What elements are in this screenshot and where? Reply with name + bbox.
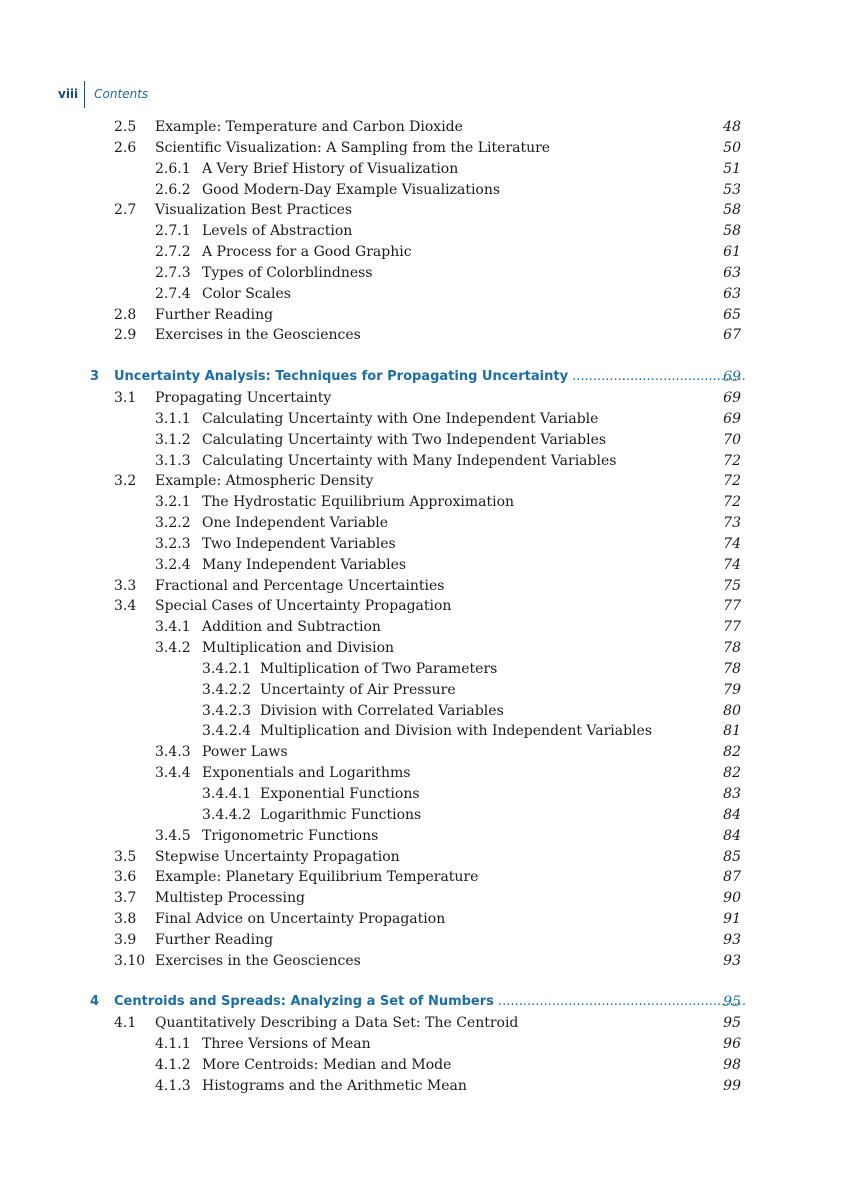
toc-entry-title: Example: Temperature and Carbon Dioxide: [155, 119, 463, 135]
toc-entry-page: 78: [723, 640, 741, 657]
toc-entry-page: 63: [723, 285, 741, 302]
toc-entry-number: 3.4.4.1: [202, 786, 251, 802]
toc-entry-title: Two Independent Variables: [202, 535, 396, 552]
toc-entry-title: Addition and Subtraction: [202, 619, 381, 636]
toc-entry-page: 72: [723, 494, 741, 511]
toc-entry[interactable]: [0, 951, 841, 972]
toc-entry-number: 2.7.1: [155, 223, 191, 240]
toc-entry-title: The Hydrostatic Equilibrium Approximation: [202, 494, 515, 511]
toc-entry[interactable]: [0, 325, 841, 346]
toc-entry-number: 3.2.1: [155, 494, 191, 511]
toc-entry-number: 3.9: [114, 931, 137, 948]
toc-entry-title: Uncertainty of Air Pressure: [260, 681, 456, 698]
toc-entry-page: 73: [723, 515, 741, 532]
toc-entry[interactable]: [0, 596, 841, 617]
toc-entry[interactable]: [0, 638, 841, 659]
toc-entry-number: 2.7.3: [155, 264, 191, 281]
toc-entry-number: 3.2.2: [155, 515, 191, 532]
toc-entry[interactable]: [0, 242, 841, 263]
toc-entry[interactable]: [0, 659, 841, 680]
toc-entry-title: Special Cases of Uncertainty Propagation: [155, 598, 452, 615]
toc-entry-page: 85: [723, 848, 741, 865]
toc-entry-number: 3: [90, 369, 100, 385]
toc-entry-page: 80: [723, 702, 741, 719]
toc-entry-title: Example: Planetary Equilibrium Temperature: [155, 869, 479, 886]
toc-entry-number: 3.4.4: [155, 765, 191, 782]
toc-entry[interactable]: [0, 159, 841, 180]
toc-entry-title: Division with Correlated Variables: [260, 702, 504, 719]
toc-entry-title: Three Versions of Mean: [202, 1036, 371, 1053]
toc-entry-page: 72: [723, 452, 741, 469]
toc-entry-number: 2.7: [114, 202, 137, 219]
toc-entry-number: 3.1: [114, 389, 137, 406]
toc-entry-title: Good Modern-Day Example Visualizations: [202, 181, 501, 198]
toc-entry-page: 82: [723, 765, 741, 782]
toc-entry-page: 69: [723, 389, 741, 406]
toc-entry[interactable]: [0, 784, 841, 805]
toc-entry[interactable]: [0, 388, 841, 409]
toc-entry-page: 72: [723, 473, 741, 490]
toc-entry-title: Propagating Uncertainty: [155, 389, 332, 406]
toc-entry-title: Multiplication and Division: [202, 640, 395, 657]
section-gap: [0, 346, 841, 367]
toc-entry-page: 96: [723, 1036, 741, 1053]
toc-entry-number: 3.7: [114, 890, 137, 907]
toc-entry[interactable]: [0, 909, 841, 930]
toc-entry-title: A Very Brief History of Visualization: [202, 160, 459, 177]
toc-entry[interactable]: [0, 305, 841, 326]
toc-entry-page: 83: [723, 786, 741, 802]
toc-entry[interactable]: [0, 555, 841, 576]
toc-entry[interactable]: [0, 221, 841, 242]
toc-entry-title: A Process for a Good Graphic: [202, 244, 412, 261]
toc-entry-number: 3.2.3: [155, 535, 191, 552]
toc-entry[interactable]: [0, 721, 841, 742]
toc-entry-number: 3.2: [114, 473, 137, 490]
toc-entry[interactable]: [0, 763, 841, 784]
running-head: [58, 80, 148, 108]
toc-entry-title: Levels of Abstraction: [202, 223, 353, 240]
toc-entry[interactable]: [0, 888, 841, 909]
toc-entry-number: 3.10: [114, 952, 146, 969]
toc-entry[interactable]: [0, 263, 841, 284]
toc-entry-title: Quantitatively Describing a Data Set: The Centroid: [155, 1015, 519, 1032]
toc-entry-title: Multiplication of Two Parameters: [260, 660, 498, 677]
toc-entry-title: Calculating Uncertainty with Many Independent Variables: [202, 452, 617, 469]
toc-entry[interactable]: [0, 930, 841, 951]
toc-entry-title: Exercises in the Geosciences: [155, 952, 361, 969]
toc-entry-number: 3.4.1: [155, 619, 191, 636]
toc-entry[interactable]: [0, 680, 841, 701]
toc-entry[interactable]: [0, 430, 841, 451]
toc-entry-page: 95: [723, 1015, 741, 1032]
toc-entry-page: 93: [723, 931, 741, 948]
toc-entry-page: 77: [723, 598, 741, 615]
toc-entry-page: 90: [723, 890, 741, 907]
toc-entry[interactable]: [0, 513, 841, 534]
toc-entry-page: 53: [723, 181, 741, 198]
toc-entry-number: 2.6.1: [155, 160, 191, 177]
toc-entry-page: 82: [723, 744, 741, 761]
toc-entry-page: 58: [723, 223, 741, 240]
toc-entry-title: Types of Colorblindness: [202, 264, 373, 281]
toc-entry-page: 81: [723, 723, 741, 740]
toc-entry-page: 74: [723, 556, 741, 573]
toc-entry-title: Calculating Uncertainty with One Independent Variable: [202, 410, 599, 427]
toc-entry-number: 3.1.2: [155, 431, 191, 448]
toc-entry-page: 77: [723, 619, 741, 636]
toc-entry[interactable]: [0, 1013, 841, 1034]
toc-entry-title: Fractional and Percentage Uncertainties: [155, 577, 445, 594]
toc-entry-number: 4.1.3: [155, 1077, 191, 1094]
toc-entry-page: 84: [723, 827, 741, 844]
toc-entry[interactable]: [0, 1034, 841, 1055]
toc-entry[interactable]: [0, 1076, 841, 1097]
toc-entry-number: 3.3: [114, 577, 137, 594]
toc-entry-page: 95: [723, 994, 741, 1011]
toc-entry-title: Power Laws: [202, 744, 288, 761]
toc-entry-title: Exponential Functions: [260, 786, 420, 802]
toc-entry-title: Example: Atmospheric Density: [155, 473, 374, 490]
toc-entry-number: 3.4.2.2: [202, 681, 251, 698]
toc-entry-number: 2.7.4: [155, 285, 191, 302]
section-gap: [0, 972, 841, 993]
toc-chapter-entry[interactable]: [0, 367, 841, 388]
toc-entry-number: 3.4.2.3: [202, 702, 251, 719]
toc-entry-number: 2.7.2: [155, 244, 191, 261]
toc-entry-title: Trigonometric Functions: [202, 827, 379, 844]
toc-entry-title: Exercises in the Geosciences: [155, 327, 361, 344]
toc-entry[interactable]: [0, 826, 841, 847]
toc-chapter-entry[interactable]: [0, 992, 841, 1013]
toc-entry[interactable]: [0, 534, 841, 555]
toc-entry-title: Multiplication and Division with Independent Variables: [260, 723, 653, 740]
toc-entry-title: Scientific Visualization: A Sampling from the Literature: [155, 139, 551, 156]
toc-entry[interactable]: [0, 847, 841, 868]
toc-entry-title: Uncertainty Analysis: Techniques for Propagating Uncertainty .....: [114, 367, 745, 388]
toc-entry[interactable]: [0, 805, 841, 826]
toc-entry[interactable]: [0, 409, 841, 430]
toc-entry-number: 4.1.2: [155, 1056, 191, 1073]
toc-entry-page: 79: [723, 681, 741, 698]
toc-entry-page: 78: [723, 660, 741, 677]
toc-entry-title: Logarithmic Functions: [260, 806, 422, 823]
toc-entry[interactable]: [0, 1055, 841, 1076]
toc-entry-page: 91: [723, 911, 741, 928]
toc-entry-title: One Independent Variable: [202, 515, 389, 532]
toc-entry-number: 3.4.4.2: [202, 806, 251, 823]
toc-entry-title: More Centroids: Median and Mode: [202, 1056, 452, 1073]
toc-entry-title: Exponentials and Logarithms: [202, 765, 411, 782]
toc-entry-page: 70: [723, 431, 741, 448]
toc-entry-title: Calculating Uncertainty with Two Independent Variables: [202, 431, 607, 448]
toc-entry-number: 3.8: [114, 911, 137, 928]
toc-entry-page: 67: [723, 327, 741, 344]
toc-entry-number: 2.9: [114, 327, 137, 344]
page-number: viii: [58, 87, 79, 101]
toc-entry[interactable]: [0, 617, 841, 638]
toc-entry-title: Further Reading: [155, 306, 274, 323]
toc-entry[interactable]: [0, 284, 841, 305]
table-of-contents: [0, 117, 841, 1097]
toc-entry-page: 99: [723, 1077, 741, 1094]
toc-entry-page: 63: [723, 264, 741, 281]
toc-entry-number: 2.8: [114, 306, 137, 323]
toc-entry-title: Centroids and Spreads: Analyzing a Set of Numbers .....: [114, 992, 745, 1013]
running-head-title: Contents: [94, 87, 149, 101]
toc-entry-number: 4: [90, 994, 100, 1010]
toc-entry-page: 48: [723, 119, 741, 135]
toc-entry-number: 3.4: [114, 598, 137, 615]
toc-entry-number: 3.5: [114, 848, 137, 865]
toc-entry-page: 74: [723, 535, 741, 552]
toc-entry-number: 3.4.3: [155, 744, 191, 761]
toc-entry[interactable]: [0, 117, 841, 138]
toc-entry-number: 4.1: [114, 1015, 137, 1032]
toc-entry-title: Further Reading: [155, 931, 274, 948]
toc-entry-number: 3.4.2.4: [202, 723, 251, 740]
toc-entry-page: 98: [723, 1056, 741, 1073]
toc-entry-page: 75: [723, 577, 741, 594]
toc-entry-page: 58: [723, 202, 741, 219]
toc-entry[interactable]: [0, 867, 841, 888]
toc-entry[interactable]: [0, 492, 841, 513]
toc-entry-number: 3.6: [114, 869, 137, 886]
toc-entry-title: Stepwise Uncertainty Propagation: [155, 848, 400, 865]
toc-entry-page: 93: [723, 952, 741, 969]
toc-entry[interactable]: [0, 180, 841, 201]
toc-entry-title: Histograms and the Arithmetic Mean: [202, 1077, 467, 1094]
toc-entry-number: 2.6: [114, 139, 137, 156]
toc-entry-page: 69: [723, 410, 741, 427]
toc-entry[interactable]: [0, 576, 841, 597]
toc-entry-title: Multistep Processing: [155, 890, 305, 907]
toc-entry-page: 50: [723, 139, 741, 156]
head-divider: [84, 81, 85, 108]
toc-entry-number: 3.1.1: [155, 410, 191, 427]
toc-entry-number: 3.4.2.1: [202, 660, 251, 677]
toc-entry[interactable]: [0, 200, 841, 221]
toc-entry-page: 61: [723, 244, 741, 261]
toc-entry[interactable]: [0, 471, 841, 492]
toc-entry-title: Many Independent Variables: [202, 556, 407, 573]
toc-entry-number: 2.5: [114, 119, 137, 135]
toc-entry-title: Color Scales: [202, 285, 291, 302]
toc-entry-page: 84: [723, 806, 741, 823]
toc-entry-number: 3.2.4: [155, 556, 191, 573]
toc-entry[interactable]: [0, 451, 841, 472]
toc-entry-page: 51: [723, 160, 741, 177]
toc-entry[interactable]: [0, 138, 841, 159]
toc-entry-number: 3.4.5: [155, 827, 191, 844]
toc-entry-number: 2.6.2: [155, 181, 191, 198]
toc-entry-title: Final Advice on Uncertainty Propagation: [155, 911, 446, 928]
toc-entry-number: 4.1.1: [155, 1036, 191, 1053]
toc-entry[interactable]: [0, 742, 841, 763]
toc-entry-title: Visualization Best Practices: [155, 202, 353, 219]
toc-entry[interactable]: [0, 701, 841, 722]
toc-entry-page: 69: [723, 369, 741, 386]
toc-entry-number: 3.4.2: [155, 640, 191, 657]
toc-entry-page: 87: [723, 869, 741, 886]
toc-entry-page: 65: [723, 306, 741, 323]
toc-entry-number: 3.1.3: [155, 452, 191, 469]
